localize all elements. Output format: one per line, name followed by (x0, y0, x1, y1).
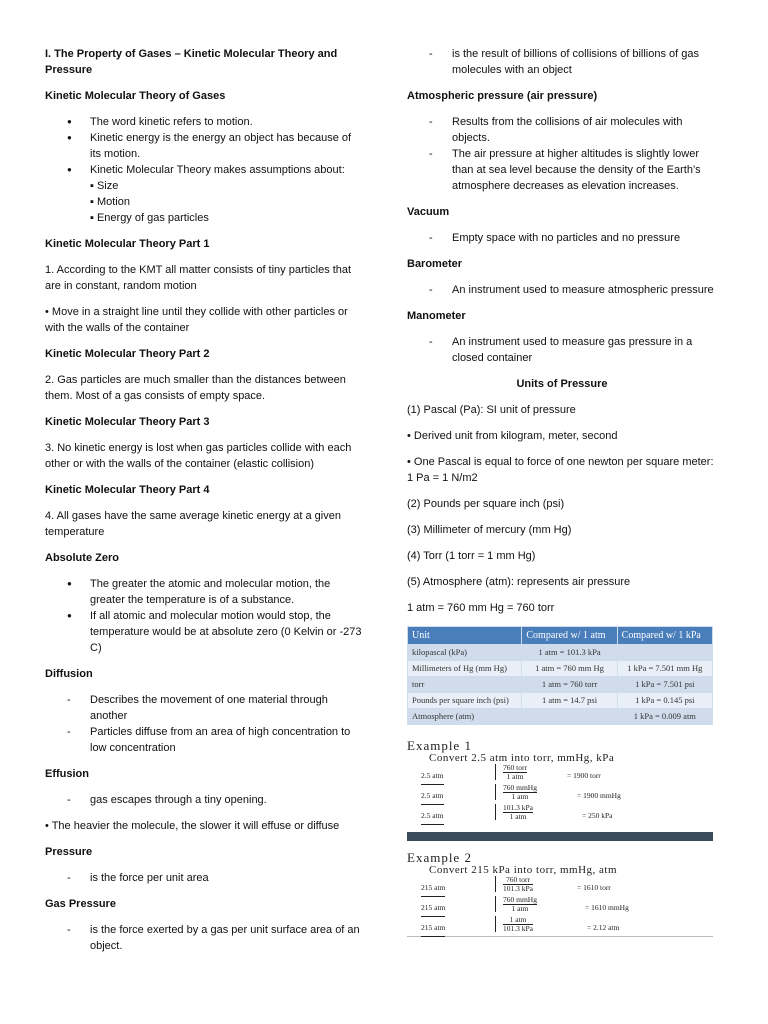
fraction-bar (495, 916, 496, 932)
list-item: - The air pressure at higher altitudes is slightly lower than at sea level because the density of the Earth’s atmosphere decreases as elevation increases. (407, 146, 717, 194)
list-item: - Particles diffuse from an area of high concentration to low concentration (45, 724, 365, 756)
table-cell: kilopascal (kPa) (408, 645, 522, 661)
table-cell (617, 645, 712, 661)
gas-pressure-list (45, 922, 365, 954)
part1-bullet: • Move in a straight line until they collide with other particles or with the walls of the container (45, 306, 348, 334)
list-item: - is the result of billions of collisions of billions of gas molecules with an object (407, 46, 717, 78)
list-item: ● Kinetic energy is the energy an object has because of its motion. (45, 130, 365, 162)
sub-item: ▪ Size (90, 180, 119, 192)
sub-item: ▪ Energy of gas particles (90, 212, 209, 224)
table-row (408, 693, 713, 709)
numerator: 1 atm (503, 916, 533, 925)
diffusion-heading: Diffusion (45, 668, 93, 680)
units-heading: Units of Pressure (516, 378, 608, 390)
right-column (407, 46, 717, 937)
document-title: I. The Property of Gases – Kinetic Molecular Theory and Pressure (45, 48, 338, 76)
unit-psi: (2) Pounds per square inch (psi) (407, 498, 565, 510)
example1-title: Example 1 (407, 738, 472, 753)
kmt-heading: Kinetic Molecular Theory of Gases (45, 90, 226, 102)
conversion-row (407, 784, 713, 804)
conversion-start: 2.5 atm (421, 768, 444, 785)
effusion-note: • The heavier the molecule, the slower it will effuse or diffuse (45, 820, 340, 832)
table-row (408, 677, 713, 693)
units-table (407, 626, 713, 725)
conversion-start: 2.5 atm (421, 808, 444, 825)
manometer-list (407, 334, 717, 366)
absolute-zero-list (45, 576, 365, 656)
list-item-text: Kinetic Molecular Theory makes assumptions about: (90, 164, 345, 176)
gas-pressure-continued-list (407, 46, 717, 78)
conversion-row (407, 896, 713, 916)
numerator: 101.3 kPa (503, 803, 533, 812)
unit-torr: (4) Torr (1 torr = 1 mm Hg) (407, 550, 536, 562)
table-cell: Atmosphere (atm) (408, 709, 522, 725)
list-item: - Describes the movement of one material through another (45, 692, 365, 724)
table-cell: 1 kPa = 0.145 psi (617, 693, 712, 709)
denominator: 101.3 kPa (503, 884, 533, 893)
unit-atm: (5) Atmosphere (atm): represents air pressure (407, 576, 631, 588)
denominator: 1 atm (506, 772, 524, 781)
conversion-start: 215 atm (421, 880, 445, 897)
table-cell: 1 kPa = 7.501 mm Hg (617, 661, 712, 677)
table-header: Compared w/ 1 kPa (617, 627, 712, 645)
conversion-factor (503, 876, 533, 893)
part2-heading: Kinetic Molecular Theory Part 2 (45, 348, 210, 360)
table-header: Unit (408, 627, 522, 645)
table-cell: 1 atm = 760 torr (522, 677, 617, 693)
conversion-result: = 1900 torr (567, 771, 601, 780)
table-row (408, 645, 713, 661)
fraction-bar (495, 804, 496, 820)
table-cell: torr (408, 677, 522, 693)
list-item: - gas escapes through a tiny opening. (45, 792, 365, 808)
list-item: - is the force per unit area (45, 870, 365, 886)
denominator: 1 atm (511, 792, 529, 801)
example1-panel (407, 739, 713, 824)
list-item: - is the force exerted by a gas per unit surface area of an object. (45, 922, 365, 954)
barometer-list (407, 282, 717, 298)
example2-panel (407, 851, 713, 937)
conversion-factor (503, 764, 527, 781)
conversion-result: = 2.12 atm (587, 923, 620, 932)
sub-item: ▪ Motion (90, 196, 130, 208)
denominator: 1 atm (509, 812, 527, 821)
conversion-row (407, 764, 713, 784)
atmospheric-pressure-heading: Atmospheric pressure (air pressure) (407, 90, 598, 102)
list-item: ● If all atomic and molecular motion would stop, the temperature would be at absolute zero (0 Kelvin or -273 C) (45, 608, 365, 656)
fraction-bar (495, 784, 496, 800)
example2-bottom-rule (407, 936, 713, 937)
fraction-bar (495, 896, 496, 912)
example1-subtitle: Convert 2.5 atm into torr, mmHg, kPa (429, 752, 615, 764)
unit-pascal-definition: • One Pascal is equal to force of one newton per square meter: 1 Pa = 1 N/m2 (407, 456, 714, 484)
vacuum-heading: Vacuum (407, 206, 450, 218)
absolute-zero-heading: Absolute Zero (45, 552, 119, 564)
conversion-factor (503, 804, 533, 821)
list-item: - An instrument used to measure gas pressure in a closed container (407, 334, 717, 366)
numerator: 760 torr (503, 763, 527, 772)
part1-heading: Kinetic Molecular Theory Part 1 (45, 238, 210, 250)
table-row (408, 661, 713, 677)
table-cell: 1 atm = 760 mm Hg (522, 661, 617, 677)
kmt-list (45, 114, 365, 226)
vacuum-list (407, 230, 717, 246)
unit-mmhg: (3) Millimeter of mercury (mm Hg) (407, 524, 572, 536)
part4-heading: Kinetic Molecular Theory Part 4 (45, 484, 210, 496)
part3-text: 3. No kinetic energy is lost when gas particles collide with each other or with the walls of the container (elastic collision) (45, 442, 352, 470)
conversion-factor (503, 896, 537, 913)
conversion-start: 2.5 atm (421, 788, 444, 805)
conversion-row (407, 876, 713, 896)
effusion-heading: Effusion (45, 768, 89, 780)
table-cell (522, 709, 617, 725)
part2-text: 2. Gas particles are much smaller than the distances between them. Most of a gas consists of empty space. (45, 374, 346, 402)
table-cell: 1 kPa = 7.501 psi (617, 677, 712, 693)
table-row (408, 709, 713, 725)
conversion-result: = 1610 mmHg (585, 903, 629, 912)
conversion-factor (503, 916, 533, 933)
table-cell: 1 atm = 14.7 psi (522, 693, 617, 709)
conversion-start: 215 atm (421, 900, 445, 917)
fraction-bar (495, 764, 496, 780)
effusion-list (45, 792, 365, 808)
numerator: 760 mmHg (503, 783, 537, 792)
conversion-factor (503, 784, 537, 801)
part3-heading: Kinetic Molecular Theory Part 3 (45, 416, 210, 428)
table-cell: 1 atm = 101.3 kPa (522, 645, 617, 661)
pressure-list (45, 870, 365, 886)
list-item: - Results from the collisions of air molecules with objects. (407, 114, 717, 146)
barometer-heading: Barometer (407, 258, 463, 270)
table-cell: Millimeters of Hg (mm Hg) (408, 661, 522, 677)
diffusion-list (45, 692, 365, 756)
list-item (45, 162, 365, 226)
list-item: - An instrument used to measure atmospheric pressure (407, 282, 717, 298)
part1-text: 1. According to the KMT all matter consists of tiny particles that are in constant, random motion (45, 264, 352, 292)
unit-pascal-note: • Derived unit from kilogram, meter, second (407, 430, 618, 442)
divider-bar (407, 832, 713, 841)
table-cell: 1 kPa = 0.009 atm (617, 709, 712, 725)
gas-pressure-heading: Gas Pressure (45, 898, 116, 910)
denominator: 101.3 kPa (503, 924, 533, 933)
atmospheric-pressure-list (407, 114, 717, 194)
numerator: 760 torr (503, 876, 533, 885)
example2-title: Example 2 (407, 850, 472, 865)
unit-equivalence: 1 atm = 760 mm Hg = 760 torr (407, 602, 555, 614)
pressure-heading: Pressure (45, 846, 93, 858)
conversion-row (407, 804, 713, 824)
list-item: ● The word kinetic refers to motion. (45, 114, 365, 130)
list-item: ● The greater the atomic and molecular motion, the greater the temperature is of a substance. (45, 576, 365, 608)
fraction-bar (495, 876, 496, 892)
conversion-result: = 1900 mmHg (577, 791, 621, 800)
part4-text: 4. All gases have the same average kinetic energy at a given temperature (45, 510, 341, 538)
conversion-start: 215 atm (421, 920, 445, 937)
denominator: 1 atm (511, 904, 529, 913)
manometer-heading: Manometer (407, 310, 466, 322)
conversion-result: = 1610 torr (577, 883, 611, 892)
list-item: - Empty space with no particles and no pressure (407, 230, 717, 246)
numerator: 760 mmHg (503, 895, 537, 904)
left-column (45, 46, 365, 964)
table-cell: Pounds per square inch (psi) (408, 693, 522, 709)
example2-subtitle: Convert 215 kPa into torr, mmHg, atm (429, 864, 618, 876)
conversion-result: = 250 kPa (582, 811, 613, 820)
unit-pascal: (1) Pascal (Pa): SI unit of pressure (407, 404, 576, 416)
conversion-row (407, 916, 713, 936)
table-header: Compared w/ 1 atm (522, 627, 617, 645)
